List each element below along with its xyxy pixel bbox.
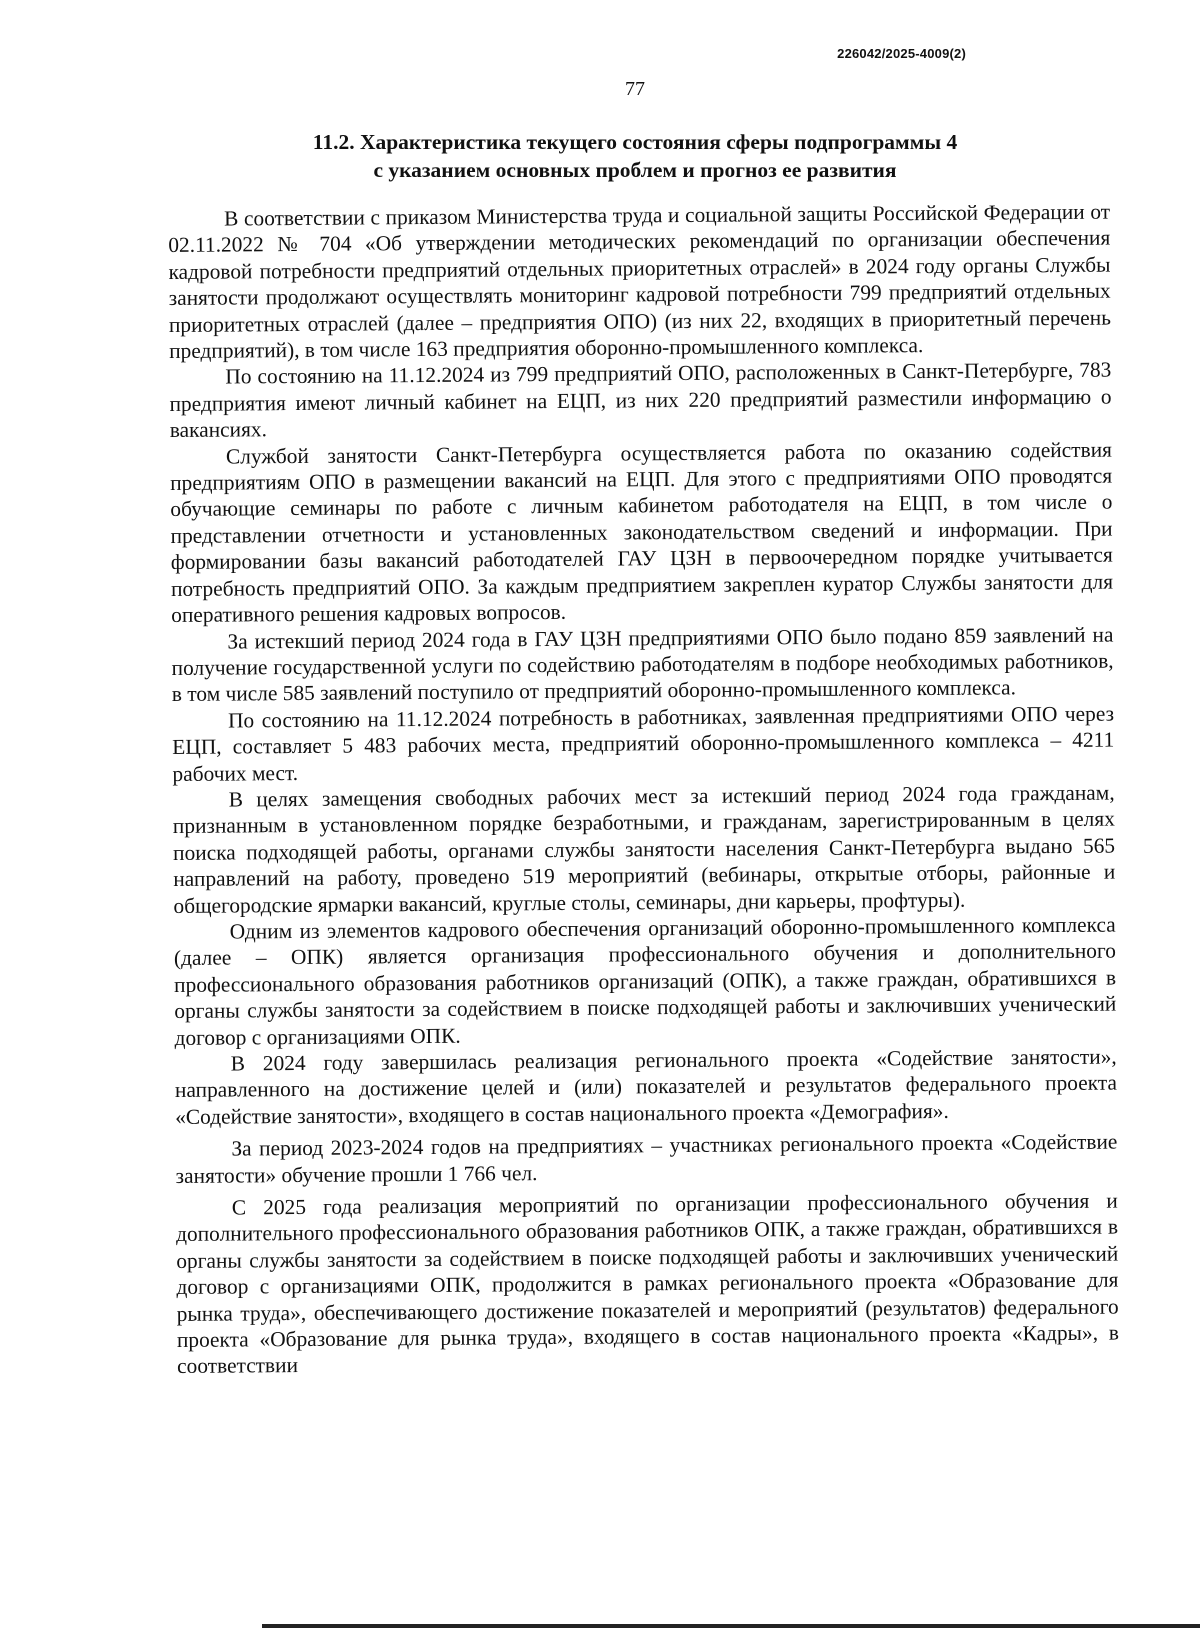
paragraph: В целях замещения свободных рабочих мест за истекший период 2024 года гражданам, признанным в установленном порядке безработными, и гражданам, зарегистрированным в целях поиска подходящей работы, органами службы занятости населения Санкт-Петербурга выдано 565 направлений на работу, проведено 519 мероприятий (вебинары, открытые отборы, районные и общегородские ярмарки вакансий, круглые столы, семинары, дни карьеры, профтуры).: [172, 780, 1116, 918]
registration-number: 226042/2025-4009(2): [837, 46, 966, 61]
paragraph: Службой занятости Санкт-Петербурга осуществляется работа по оказанию содействия предприятиям ОПО в размещении вакансий на ЕЦП. Для этого с предприятиями ОПО проводятся обучающие семинары по работе с личным кабинетом работодателя на ЕЦП, в том числе о представлении отчетности и установленных законодательством сведений и информации. При формировании базы вакансий работодателей ГАУ ЦЗН в первоочередном порядке учитывается потребность предприятий ОПО. За каждым предприятием закреплен куратор Службы занятости для оперативного решения кадровых вопросов.: [170, 437, 1114, 628]
paragraph: По состоянию на 11.12.2024 потребность в работниках, заявленная предприятиями ОПО через ЕЦП, составляет 5 483 рабочих места, предприятий оборонно-промышленного комплекса – 4211 рабочих мест.: [172, 701, 1115, 786]
body-text: [168, 199, 1119, 1380]
paragraph: В 2024 году завершилась реализация регионального проекта «Содействие занятости», направленного на достижение целей и (или) показателей и результатов федерального проекта «Содействие занятости», входящего в состав национального проекта «Демография».: [174, 1044, 1118, 1129]
section-heading-line-1: 11.2. Характеристика текущего состояния сферы подпрограммы 4: [312, 130, 958, 154]
paragraph: За период 2023-2024 годов на предприятиях – участниках регионального проекта «Содействие занятости» обучение прошли 1 766 чел.: [175, 1129, 1118, 1188]
paragraph: За истекший период 2024 года в ГАУ ЦЗН предприятиями ОПО было подано 859 заявлений на получение государственной услуги по содействию работодателям в подборе необходимых работников, в том числе 585 заявлений поступило от предприятий оборонно-промышленного комплекса.: [171, 622, 1114, 707]
section-heading-line-2: с указанием основных проблем и прогноз ее развития: [373, 158, 897, 182]
paragraph: В соответствии с приказом Министерства труда и социальной защиты Российской Федерации от 02.11.2022 № 704 «Об утверждении методических рекомендаций по организации обеспечения кадровой потребности предприятий отдельных приоритетных отраслей» в 2024 году органы Службы занятости продолжают осуществлять мониторинг кадровой потребности 799 предприятий отдельных приоритетных отраслей (далее – предприятия ОПО) (из них 22, входящих в приоритетный перечень предприятий), в том числе 163 предприятия оборонно-промышленного комплекса.: [168, 199, 1111, 364]
scan-edge-line: [262, 1624, 1200, 1628]
page-number: 77: [625, 78, 645, 100]
paragraph: Одним из элементов кадрового обеспечения организаций оборонно-промышленного комплекса (далее – ОПК) является организация профессионального обучения и дополнительного профессионального образования работников организаций (ОПК), а также граждан, обратившихся в органы службы занятости за содействием в поиске подходящей работы и заключивших ученический договор с организациями ОПК.: [173, 912, 1117, 1050]
paragraph: По состоянию на 11.12.2024 из 799 предприятий ОПО, расположенных в Санкт-Петербурге, 783 предприятия имеют личный кабинет на ЕЦП, из них 220 предприятий разместили информацию о вакансиях.: [169, 358, 1112, 443]
section-heading: [250, 128, 1020, 184]
paragraph: С 2025 года реализация мероприятий по организации профессионального обучения и дополнительного профессионального образования работников ОПК, а также граждан, обратившихся в органы службы занятости за содействием в поиске подходящей работы и заключивших ученический договор с организациями ОПК, продолжится в рамках регионального проекта «Образование для рынка труда», обеспечивающего достижение показателей и мероприятий (результатов) федерального проекта «Образование для рынка труда», входящего в состав национального проекта «Кадры», в соответствии: [175, 1188, 1119, 1379]
